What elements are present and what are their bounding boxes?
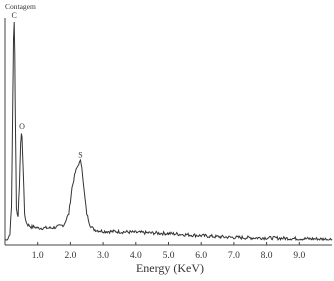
plot-area (5, 11, 332, 261)
x-tick-label: 5.0 (162, 251, 175, 261)
x-tick-label: 4.0 (129, 251, 142, 261)
peak-label-s: S (78, 150, 83, 160)
x-tick-label: 9.0 (293, 251, 306, 261)
x-tick-label: 1.0 (31, 251, 44, 261)
peak-label-o: O (19, 122, 25, 132)
y-axis-title: Contagem (5, 2, 36, 11)
x-tick-label: 3.0 (97, 251, 110, 261)
x-tick-label: 6.0 (195, 251, 208, 261)
x-tick-label: 2.0 (64, 251, 77, 261)
x-tick-label: 7.0 (227, 251, 240, 261)
spectrum-line (5, 22, 332, 240)
x-tick-label: 8.0 (260, 251, 273, 261)
peak-label-c: C (11, 11, 17, 20)
x-axis-title: Energy (KeV) (135, 261, 205, 275)
